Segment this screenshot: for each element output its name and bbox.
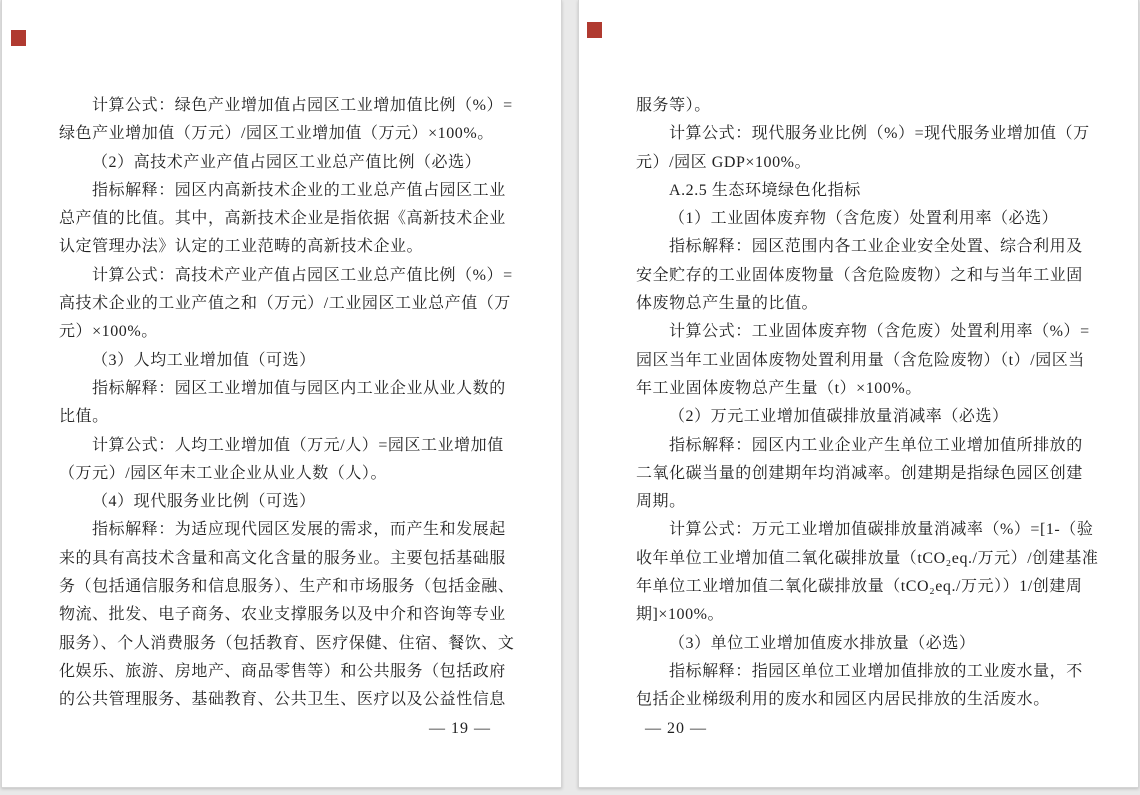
text-line: 物流、批发、电子商务、农业支撑服务以及中介和咨询等专业 — [59, 606, 506, 624]
text-line: 计算公式：人均工业增加值（万元/人）=园区工业增加值 — [92, 436, 504, 454]
text-line: 园区当年工业固体废物处置利用量（含危险废物）（t）/园区当 — [636, 351, 1085, 369]
red-stamp-icon — [587, 22, 602, 38]
text-line: 体废物总产生量的比值。 — [636, 295, 819, 313]
text-line: 指标解释：园区内高新技术企业的工业总产值占园区工业 — [92, 181, 506, 199]
text-line: 计算公式：万元工业增加值碳排放量消减率（%）=[1-（验 — [669, 521, 1094, 539]
document-page-19 — [1, 0, 562, 788]
text-line: 包括企业梯级利用的废水和园区内居民排放的生活废水。 — [636, 691, 1050, 709]
text-line: 元）/园区 GDP×100%。 — [636, 153, 812, 171]
text-line: 指标解释：园区范围内各工业企业安全处置、综合利用及 — [669, 238, 1083, 256]
red-stamp-icon — [11, 30, 26, 46]
page-20-text-column — [636, 92, 1099, 715]
text-line: 计算公式：现代服务业比例（%）=现代服务业增加值（万 — [669, 125, 1090, 143]
text-line: 比值。 — [59, 408, 109, 426]
text-line: 期]×100%。 — [636, 606, 725, 624]
text-line: 周期。 — [636, 493, 686, 511]
text-line: 的公共管理服务、基础教育、公共卫生、医疗以及公益性信息 — [59, 691, 506, 709]
text-line: 计算公式：工业固体废弃物（含危废）处置利用率（%）= — [669, 323, 1090, 341]
text-line: A.2.5 生态环境绿色化指标 — [669, 181, 861, 199]
text-line: （2）万元工业增加值碳排放量消减率（必选） — [669, 408, 1009, 426]
text-line: 年单位工业增加值二氧化碳排放量（tCO₂eq./万元））1/创建周 — [636, 578, 1083, 596]
text-line: 计算公式：绿色产业增加值占园区工业增加值比例（%）= — [92, 97, 513, 114]
text-line: （4）现代服务业比例（可选） — [92, 493, 316, 511]
text-line: 计算公式：高技术产业产值占园区工业总产值比例（%）= — [92, 266, 513, 284]
page-19-text-column — [59, 92, 515, 715]
page-number-19: — 19 — — [429, 720, 491, 737]
text-line: 指标解释：园区内工业企业产生单位工业增加值所排放的 — [669, 436, 1083, 454]
text-line: 化娱乐、旅游、房地产、商品零售等）和公共服务（包括政府 — [59, 662, 506, 680]
text-line: 高技术企业的工业产值之和（万元）/工业园区工业总产值（万 — [59, 295, 511, 313]
text-line: （1）工业固体废弃物（含危废）处置利用率（必选） — [669, 210, 1059, 228]
text-line: 务（包括通信服务和信息服务）、生产和市场服务（包括金融、 — [59, 578, 515, 596]
page-number-20: — 20 — — [645, 720, 707, 737]
text-line: 指标解释：指园区单位工业增加值排放的工业废水量，不 — [669, 662, 1083, 680]
text-line: （3）人均工业增加值（可选） — [92, 351, 316, 369]
text-line: 指标解释：为适应现代园区发展的需求，而产生和发展起 — [92, 521, 506, 539]
document-page-20 — [578, 0, 1139, 788]
text-line: （万元）/园区年末工业企业从业人数（人）。 — [59, 464, 387, 482]
text-line: 安全贮存的工业固体废物量（含危险废物）之和与当年工业固 — [636, 266, 1083, 284]
text-line: 总产值的比值。其中，高新技术企业是指依据《高新技术企业 — [59, 210, 506, 228]
text-line: 服务）、个人消费服务（包括教育、医疗保健、住宿、餐饮、文 — [59, 634, 515, 652]
text-line: （2）高技术产业产值占园区工业总产值比例（必选） — [92, 153, 482, 171]
text-line: 收年单位工业增加值二氧化碳排放量（tCO₂eq./万元）/创建基准 — [636, 549, 1099, 567]
text-line: 二氧化碳当量的创建期年均消减率。创建期是指绿色园区创建 — [636, 464, 1083, 482]
text-line: 元）×100%。 — [59, 323, 158, 341]
text-line: 指标解释：园区工业增加值与园区内工业企业从业人数的 — [92, 379, 506, 397]
text-line: 绿色产业增加值（万元）/园区工业增加值（万元）×100%。 — [59, 125, 494, 143]
text-line: 年工业固体废物总产生量（t）×100%。 — [636, 379, 922, 397]
text-line: 认定管理办法》认定的工业范畴的高新技术企业。 — [59, 238, 424, 256]
text-line: （3）单位工业增加值废水排放量（必选） — [669, 634, 976, 652]
text-line: 服务等）。 — [636, 97, 711, 114]
text-line: 来的具有高技术含量和高文化含量的服务业。主要包括基础服 — [59, 549, 506, 567]
